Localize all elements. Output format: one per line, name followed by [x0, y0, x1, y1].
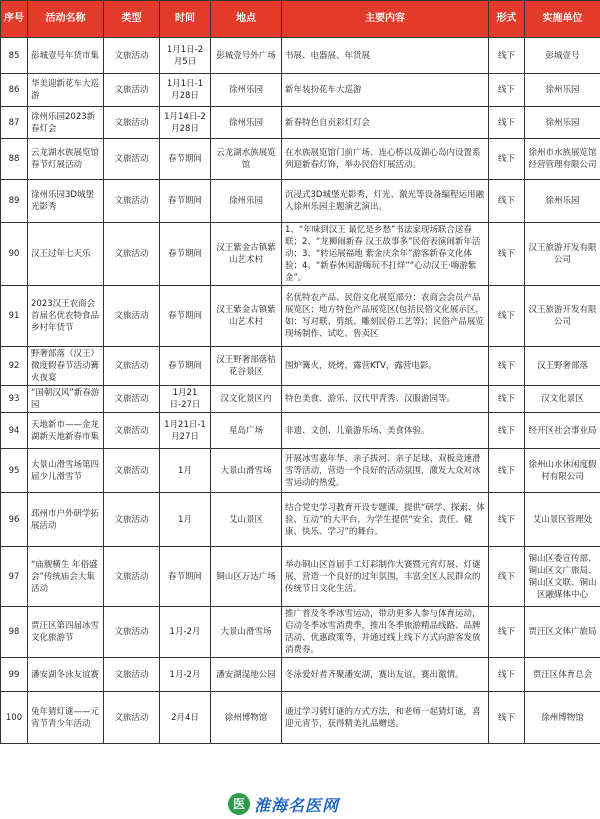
cell-organizer: 艾山景区管理处 [525, 493, 600, 547]
table-row [1, 74, 600, 107]
cell-time: 春节期间 [160, 139, 211, 180]
cell-organizer: 徐州山水休闲度假村有限公司 [525, 449, 600, 493]
cell-organizer: 汉王旅游开发有限公司 [525, 286, 600, 347]
cell-index: 96 [1, 493, 28, 547]
cell-time: 1月 [160, 449, 211, 493]
cell-organizer: 贾汪区体育总会 [525, 658, 600, 692]
cell-index: 90 [1, 223, 28, 286]
cell-organizer: 经开区社会事业局 [525, 413, 600, 449]
cell-type: 文旅活动 [104, 658, 160, 692]
cell-place: 徐州乐园 [211, 107, 282, 139]
column-name-header: 活动名称 [28, 1, 104, 38]
cell-index: 91 [1, 286, 28, 347]
cell-time: 1月-2月 [160, 607, 211, 658]
cell-place: 徐州乐园 [211, 74, 282, 107]
cell-activity-name: 2023汉王农商会首届名优农特食品乡村年货节 [28, 286, 104, 347]
table-row [1, 286, 600, 347]
cell-content: 开展冰雪嘉年华、亲子拔河、亲子足球、双板竞速滑雪等活动，营造一个良好的活动氛围，激发大众对冰雪运动的热爱。 [282, 449, 489, 493]
cell-time: 春节期间 [160, 223, 211, 286]
cell-time: 春节期间 [160, 547, 211, 607]
cell-type: 文旅活动 [104, 74, 160, 107]
cell-form: 线下 [489, 107, 525, 139]
cell-organizer: 汉王旅游开发有限公司 [525, 223, 600, 286]
cell-form: 线下 [489, 493, 525, 547]
cell-content: 特色美食、游乐、汉代甲青秀、汉服游园等。 [282, 386, 489, 413]
cell-type: 文旅活动 [104, 386, 160, 413]
cell-activity-name: “庙舰横生 年俗盛会”传统庙会大集活动 [28, 547, 104, 607]
table-row [1, 38, 600, 74]
watermark-logo [228, 791, 373, 817]
cell-content: 围炉篝火，烧烤，露营KTV，露营电影。 [282, 347, 489, 386]
cell-activity-name: 潘安湖冬泳友谊赛 [28, 658, 104, 692]
cell-type: 文旅活动 [104, 547, 160, 607]
cell-content: 结合党史学习教育开设专题课，提供“研学、探索、体验、互动”的大平台，为学生提供“安全、责任、健康、快乐、学习”的舞台。 [282, 493, 489, 547]
cell-form: 线下 [489, 449, 525, 493]
cell-organizer: 彭城壹号 [525, 38, 600, 74]
cell-place: 艾山景区 [211, 493, 282, 547]
table-row [1, 223, 600, 286]
cell-time: 1月1日-2月5日 [160, 38, 211, 74]
header-row [1, 1, 600, 38]
cell-type: 文旅活动 [104, 347, 160, 386]
cell-form: 线下 [489, 692, 525, 744]
table-row [1, 107, 600, 139]
cell-place: 铜山区万达广场 [211, 547, 282, 607]
column-no-header: 序号 [1, 1, 28, 38]
cell-activity-name: 华美迎新花车大巡游 [28, 74, 104, 107]
cell-activity-name: 大景山滑雪场第四届少儿滑雪节 [28, 449, 104, 493]
cell-time: 2月4日 [160, 692, 211, 744]
cell-index: 85 [1, 38, 28, 74]
cell-activity-name: 贾汪区第四届冰雪文化旅游节 [28, 607, 104, 658]
table-row [1, 386, 600, 413]
cell-form: 线下 [489, 658, 525, 692]
column-place-header: 地点 [211, 1, 282, 38]
cell-place: 云龙湖水族展览馆 [211, 139, 282, 180]
cell-time: 1月1日-1月28日 [160, 74, 211, 107]
cell-index: 87 [1, 107, 28, 139]
cell-form: 线下 [489, 180, 525, 223]
cell-place: 汉文化景区内 [211, 386, 282, 413]
cell-type: 文旅活动 [104, 107, 160, 139]
cell-form: 线下 [489, 607, 525, 658]
cell-place: 潘安湖湿地公园 [211, 658, 282, 692]
cell-type: 文旅活动 [104, 286, 160, 347]
cell-index: 89 [1, 180, 28, 223]
table-body [1, 38, 600, 744]
cell-activity-name: 云龙湖水族展览馆春节灯展活动 [28, 139, 104, 180]
cell-time: 1月 [160, 493, 211, 547]
table-row [1, 413, 600, 449]
cell-activity-name: 邳州市户外研学拓展活动 [28, 493, 104, 547]
cell-activity-name: 彭城壹号年货市集 [28, 38, 104, 74]
cell-activity-name: 天地新市——金龙湖新天地新春市集 [28, 413, 104, 449]
cell-place: 星岛广场 [211, 413, 282, 449]
cell-content: 在水族展览馆门前广场、连心桥以及湖心岛内设置系列迎新春灯饰，举办民俗灯展活动。 [282, 139, 489, 180]
cell-index: 100 [1, 692, 28, 744]
cell-index: 94 [1, 413, 28, 449]
cell-activity-name: 汉王过年七天乐 [28, 223, 104, 286]
cell-index: 92 [1, 347, 28, 386]
cell-type: 文旅活动 [104, 692, 160, 744]
cell-organizer: 徐州乐园 [525, 180, 600, 223]
table-row [1, 692, 600, 744]
logo-mark-icon: 医 [228, 793, 250, 815]
table-row [1, 347, 600, 386]
cell-content: 通过学习猜灯谜的方式方法，和老师一起猜灯谜，喜迎元宵节，获得精美礼品赠送。 [282, 692, 489, 744]
cell-content: 名优特农产品、民俗文化展览部分：农商会会员产品展览区；地方特色产品展览区(包括民俗文化展示区，如：写对联、剪纸、雕刻民俗工艺等)；民俗产品展览现场制作、试吃、售卖区 [282, 286, 489, 347]
cell-type: 文旅活动 [104, 223, 160, 286]
cell-form: 线下 [489, 38, 525, 74]
table-row [1, 658, 600, 692]
cell-place: 彭城壹号外广场 [211, 38, 282, 74]
cell-organizer: 徐州市水族展览馆经营管理有限公司 [525, 139, 600, 180]
cell-form: 线下 [489, 386, 525, 413]
cell-type: 文旅活动 [104, 38, 160, 74]
cell-organizer: 徐州乐园 [525, 107, 600, 139]
cell-time: 春节期间 [160, 347, 211, 386]
cell-activity-name: 野奢部落（汉王）微度假春节活动篝火夜宴 [28, 347, 104, 386]
cell-type: 文旅活动 [104, 493, 160, 547]
cell-content: 冬泳爱好者齐聚潘安湖，赛出友谊，赛出激情。 [282, 658, 489, 692]
cell-place: 汉王紫金古镇紫山艺术村 [211, 223, 282, 286]
table-row [1, 547, 600, 607]
cell-content: 推广普及冬季冰雪运动，带动更多人参与体育运动，启动冬季冰雪消费季，推出冬季旅游精品线路、品牌活动、优惠政策等，并通过线上线下方式向游客发放消费券。 [282, 607, 489, 658]
cell-place: 徐州博物馆 [211, 692, 282, 744]
cell-activity-name: “国朝汉风”新春游园 [28, 386, 104, 413]
cell-form: 线下 [489, 413, 525, 449]
cell-form: 线下 [489, 286, 525, 347]
cell-activity-name: 徐州乐园3D城堡光影秀 [28, 180, 104, 223]
table-row [1, 607, 600, 658]
cell-place: 大景山滑雪场 [211, 607, 282, 658]
cell-organizer: 汉王野奢部落 [525, 347, 600, 386]
cell-type: 文旅活动 [104, 413, 160, 449]
cell-index: 99 [1, 658, 28, 692]
cell-place: 大景山滑雪场 [211, 449, 282, 493]
table-row [1, 180, 600, 223]
cell-type: 文旅活动 [104, 449, 160, 493]
cell-content: 非遗、文创、儿童游乐场、美食体验。 [282, 413, 489, 449]
cell-time: 1月-2月 [160, 658, 211, 692]
cell-organizer: 徐州博物馆 [525, 692, 600, 744]
table-row [1, 139, 600, 180]
cell-content: 沉浸式3D城堡光影秀，灯光、激光等设备编程运用融入徐州乐园主题演艺演出。 [282, 180, 489, 223]
cell-content: 新年装扮花车大巡游 [282, 74, 489, 107]
cell-time: 1月14日-2月28日 [160, 107, 211, 139]
cell-form: 线下 [489, 74, 525, 107]
cell-index: 86 [1, 74, 28, 107]
cell-time: 春节期间 [160, 286, 211, 347]
cell-index: 97 [1, 547, 28, 607]
column-form-header: 形式 [489, 1, 525, 38]
cell-type: 文旅活动 [104, 139, 160, 180]
cell-type: 文旅活动 [104, 607, 160, 658]
cell-content: 1、“年味到汉王 最忆是乡愁”书法家现场联合送春联；2、“龙狮闹新春 汉王故事多”民俗表演闹新年活动；3、“转运展福地 紫金庆余年”游客新春文化体验；4、“新春休闲游嗨玩不打烊”“心动汉王·嗨游紫金”。 [282, 223, 489, 286]
cell-place: 徐州乐园 [211, 180, 282, 223]
cell-activity-name: 徐州乐园2023新春灯会 [28, 107, 104, 139]
cell-time: 1月21日-1月27日 [160, 413, 211, 449]
cell-content: 新春特色自贡彩灯灯会 [282, 107, 489, 139]
column-content-header: 主要内容 [282, 1, 489, 38]
logo-text: 淮海名医网 [254, 795, 340, 815]
column-time-header: 时间 [160, 1, 211, 38]
cell-content: 书展、电器展、年货展 [282, 38, 489, 74]
cell-organizer: 铜山区委宣传部、铜山区文广旅局、铜山区文联、铜山区融媒体中心 [525, 547, 600, 607]
cell-index: 93 [1, 386, 28, 413]
table-row [1, 493, 600, 547]
cell-form: 线下 [489, 223, 525, 286]
cell-organizer: 汉文化景区 [525, 386, 600, 413]
column-type-header: 类型 [104, 1, 160, 38]
cell-form: 线下 [489, 347, 525, 386]
cell-content: 举办铜山区首届手工灯彩制作大赛暨元宵灯展、灯谜展，营造一个良好的过年氛围，丰富全区人民群众的传统节日文化生活。 [282, 547, 489, 607]
cell-activity-name: 兔年猜灯谜——元宵节青少年活动 [28, 692, 104, 744]
cell-type: 文旅活动 [104, 180, 160, 223]
cell-time: 1月21日-27日 [160, 386, 211, 413]
cell-time: 春节期间 [160, 180, 211, 223]
cell-index: 95 [1, 449, 28, 493]
cell-form: 线下 [489, 547, 525, 607]
cell-place: 汉王紫金古镇紫山艺术村 [211, 286, 282, 347]
cell-organizer: 贾汪区文体广旅局 [525, 607, 600, 658]
cell-index: 98 [1, 607, 28, 658]
cell-index: 88 [1, 139, 28, 180]
cell-form: 线下 [489, 139, 525, 180]
table-row [1, 449, 600, 493]
cell-place: 汉王野奢部落桔花谷景区 [211, 347, 282, 386]
column-org-header: 实施单位 [525, 1, 600, 38]
cell-organizer: 徐州乐园 [525, 74, 600, 107]
